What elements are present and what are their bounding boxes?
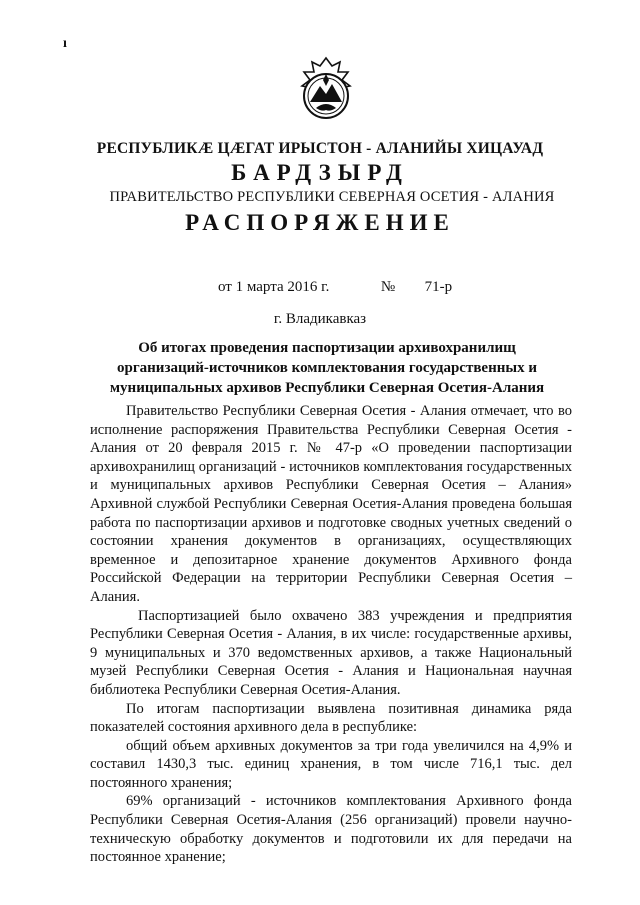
date-number-line [218,279,452,296]
paragraph: Паспортизацией было охвачено 383 учреждения и предприятия Республики Северная Осетия - Алания, в их числе: государственные архивы, 9 муниципальных и 370 ведомственных архивов, а также Национальный музей Республики Северная Осетия - Алания и Национальная научная библиотека Республики Северная Осетия-Алания. [90,607,572,698]
document-body [90,402,572,867]
header-government: ПРАВИТЕЛЬСТВО РЕСПУБЛИКИ СЕВЕРНАЯ ОСЕТИЯ - АЛАНИЯ [109,189,555,205]
document-title: Об итогах проведения паспортизации архивохранилищ организаций-источников комплектования государственных и муниципальных архивов Республики Северная Осетия-Алания [109,340,545,396]
document-date: от 1 марта 2016 г. [218,279,330,295]
coat-of-arms-icon [296,56,356,122]
number-sign: № [380,279,396,295]
document-city: г. Владикавказ [273,311,367,327]
paragraph: Правительство Республики Северная Осетия - Алания отмечает, что во исполнение распоряжения Правительства Республики Северная Осетия - Алания от 20 февраля 2015 г. № 47-р «О проведении паспортизации архивохранилищ организаций - источников комплектования государственных и муниципальных архивов Республики Северная Осетия – Алания» Архивной службой Республики Северная Осетия-Алания проведена большая работа по паспортизации архивов и подготовке сводных учетных сведений о состоянии хранения документов в организациях, осуществляющих временное и депозитарное хранение документов Архивного фонда Российской Федерации на территории Республики Северная Осетия – Алания. [90,403,572,605]
header-republic-ossetian: РЕСПУБЛИКӔ ЦӔГАТ ИРЫСТОН - АЛАНИЙЫ ХИЦАУАД [96,140,544,157]
paragraph: По итогам паспортизации выявлена позитивная динамика ряда показателей состояния архивного дела в республике: [90,700,572,736]
corner-mark: ı [63,36,67,51]
paragraph: общий объем архивных документов за три года увеличился на 4,9% и составил 1430,3 тыс. единиц хранения, в том числе 716,1 тыс. дел постоянного хранения; [90,737,572,791]
header-order-ossetian: БАРДЗЫРД [231,160,409,185]
document-number: 71-р [424,279,453,295]
header-order: РАСПОРЯЖЕНИЕ [185,210,455,235]
paragraph: 69% организаций - источников комплектования Архивного фонда Республики Северная Осетия-Алания (256 организаций) провели научно-техническую обработку документов и подготовили их для передачи на постоянное хранение; [90,793,572,866]
